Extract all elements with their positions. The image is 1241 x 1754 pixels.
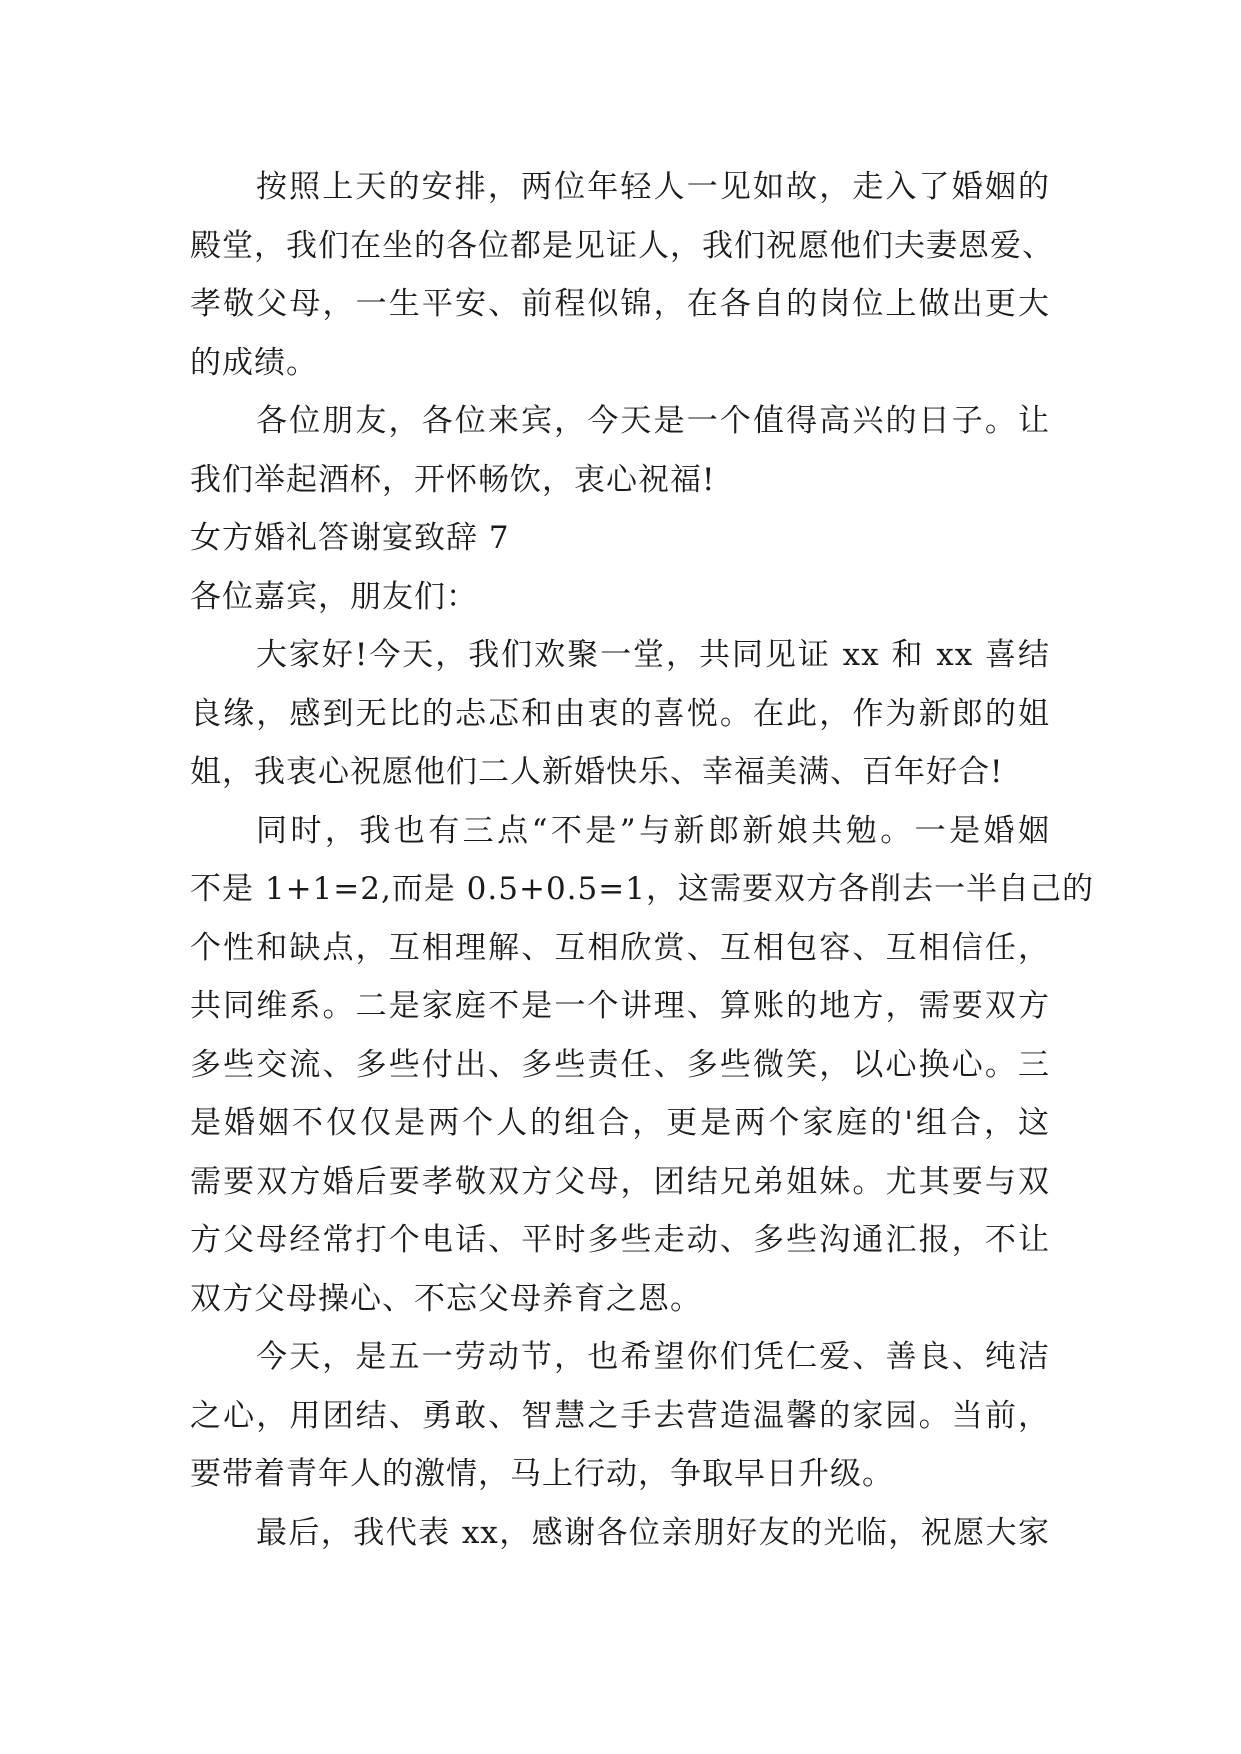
text-line: 良缘，感到无比的忐忑和由衷的喜悦。在此，作为新郎的姐: [190, 695, 1050, 732]
text-line: 共同维系。二是家庭不是一个讲理、算账的地方，需要双方: [190, 988, 1050, 1024]
text-line: 需要双方婚后要孝敬双方父母，团结兄弟姐妹。尤其要与双: [190, 1163, 1050, 1200]
text-line: 多些交流、多些付出、多些责任、多些微笑，以心换心。三: [190, 1046, 1050, 1083]
text-line: 个性和缺点，互相理解、互相欣赏、互相包容、互相信任，: [190, 929, 1050, 966]
text-line: 最后，我代表 xx，感谢各位亲朋好友的光临，祝愿大家: [256, 1514, 1050, 1551]
text-line: 是婚姻不仅仅是两个人的组合，更是两个家庭的'组合，这: [190, 1105, 1050, 1141]
text-line: 同时，我也有三点“不是”与新郎新娘共勉。一是婚姻: [256, 812, 1050, 849]
text-line: 孝敬父母，一生平安、前程似锦，在各自的岗位上做出更大: [190, 286, 1050, 322]
salutation: 各位嘉宾，朋友们：: [190, 578, 478, 615]
text-line: 姐，我衷心祝愿他们二人新婚快乐、幸福美满、百年好合!: [190, 754, 1004, 790]
text-line: 之心，用团结、勇敢、智慧之手去营造温馨的家园。当前，: [190, 1397, 1050, 1434]
document-page: [190, 158, 1094, 1562]
text-line: 要带着青年人的激情，马上行动，争取早日升级。: [190, 1456, 894, 1492]
text-line: 我们举起酒杯，开怀畅饮，衷心祝福!: [190, 461, 716, 498]
text-line: 殿堂，我们在坐的各位都是见证人，我们祝愿他们夫妻恩爱、: [190, 227, 1054, 264]
text-line: 双方父母操心、不忘父母养育之恩。: [190, 1280, 702, 1317]
text-line: 方父母经常打个电话、平时多些走动、多些沟通汇报，不让: [190, 1222, 1050, 1258]
text-line: 各位朋友，各位来宾，今天是一个值得高兴的日子。让: [256, 403, 1050, 439]
text-line: 大家好!今天，我们欢聚一堂，共同见证 xx 和 xx 喜结: [256, 637, 1050, 673]
text-line: 的成绩。: [190, 344, 318, 381]
text-line: 按照上天的安排，两位年轻人一见如故，走入了婚姻的: [256, 169, 1050, 205]
text-line: 今天，是五一劳动节，也希望你们凭仁爱、善良、纯洁: [256, 1339, 1050, 1375]
text-line: 不是 1+1=2,而是 0.5+0.5=1，这需要双方各削去一半自己的: [190, 871, 1094, 907]
section-heading: 女方婚礼答谢宴致辞 7: [190, 520, 510, 556]
